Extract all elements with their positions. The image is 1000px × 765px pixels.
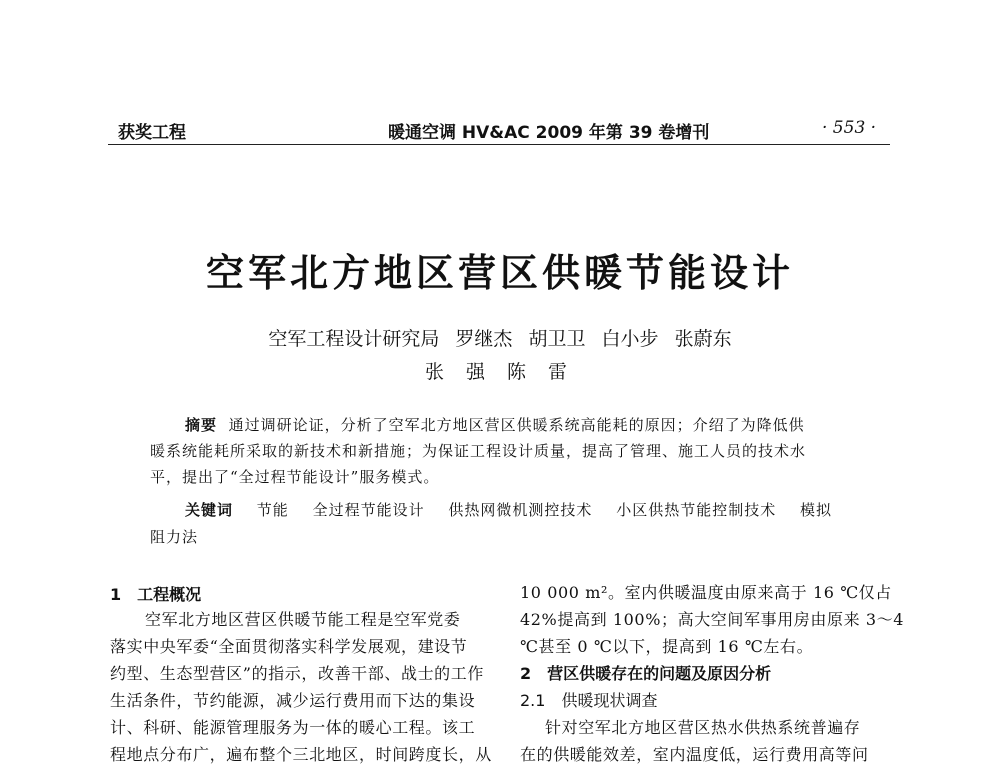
body-line: 针对空军北方地区营区热水供热系统普遍存 — [545, 718, 861, 737]
body-line: 生活条件，节约能源，减少运行费用而下达的集设 — [110, 691, 476, 710]
body-line: 42%提高到 100%；高大空间军事用房由原来 3～4 — [520, 610, 905, 629]
keyword: 供热网微机测控技术 — [448, 501, 593, 519]
section-heading: 2 营区供暖存在的问题及原因分析 — [520, 664, 772, 683]
body-line: 约型、生态型营区”的指示，改善干部、战士的工作 — [110, 664, 484, 683]
body-line: 程地点分布广，遍布整个三北地区，时间跨度长，从 — [110, 745, 492, 764]
affiliation: 空军工程设计研究局 — [268, 328, 440, 350]
body-line: ℃甚至 0 ℃以下，提高到 16 ℃左右。 — [520, 637, 814, 656]
body-line: 在的供暖能效差，室内温度低，运行费用高等问 — [520, 745, 869, 764]
abstract-label: 摘要 — [185, 416, 218, 434]
abstract-line: 平，提出了“全过程节能设计”服务模式。 — [150, 468, 440, 486]
running-header-left: 获奖工程 — [118, 123, 186, 143]
subsection-heading: 2.1 供暖现状调查 — [520, 691, 658, 710]
affiliation-authors-line — [0, 324, 1000, 351]
abstract-line — [185, 414, 805, 435]
author: 胡卫卫 — [528, 328, 586, 350]
page-number: · 553 · — [822, 118, 877, 138]
keyword: 小区供热节能控制技术 — [616, 501, 777, 519]
body-line: 10 000 m²。室内供暖温度由原来高于 16 ℃仅占 — [520, 583, 892, 602]
authors-line-2: 张 强 陈 雷 — [424, 361, 576, 383]
keywords-line — [185, 499, 832, 520]
running-header-journal: 暖通空调 HV&AC 2009 年第 39 卷增刊 — [388, 123, 710, 143]
abstract-text: 通过调研论证，分析了空军北方地区营区供暖系统高能耗的原因；介绍了为降低供 — [228, 416, 805, 434]
keyword: 模拟 — [799, 501, 832, 519]
author: 张蔚东 — [674, 328, 732, 350]
section-heading: 1 工程概况 — [110, 585, 202, 604]
header-rule — [108, 144, 890, 145]
keyword: 节能 — [256, 501, 289, 519]
keywords-label: 关键词 — [185, 501, 234, 519]
body-line: 计、科研、能源管理服务为一体的暖心工程。该工 — [110, 718, 476, 737]
body-line: 空军北方地区营区供暖节能工程是空军党委 — [145, 610, 461, 629]
author: 白小步 — [601, 328, 659, 350]
keywords-line: 阻力法 — [150, 528, 199, 546]
body-line: 落实中央军委“全面贯彻落实科学发展观，建设节 — [110, 637, 468, 656]
paper-title: 空军北方地区营区供暖节能设计 — [205, 251, 794, 295]
abstract-line: 暖系统能耗所采取的新技术和新措施；为保证工程设计质量，提高了管理、施工人员的技术水 — [150, 442, 807, 460]
author: 罗继杰 — [455, 328, 513, 350]
keyword: 全过程节能设计 — [312, 501, 425, 519]
